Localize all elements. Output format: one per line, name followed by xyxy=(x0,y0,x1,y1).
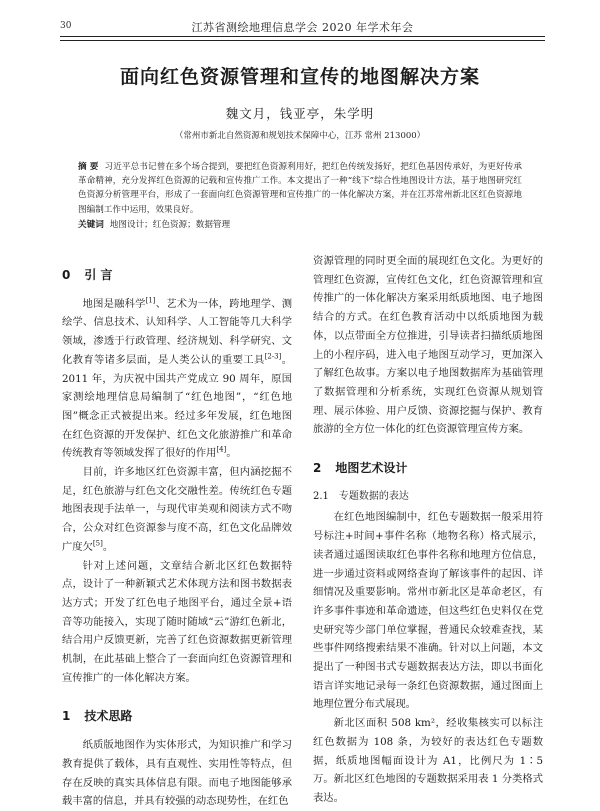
tech-paragraph-1: 纸质版地图作为实体形式，为知识推广和学习教育提供了载体，具有直观性、实用性等特点，但存在反映的真实具体信息有限。而电子地图能够承载丰富的信息，并具有较强的动态现势性，在红色 xyxy=(62,739,292,808)
text-run: 。 xyxy=(226,447,237,460)
right-column xyxy=(313,252,543,808)
section-heading-intro xyxy=(62,266,292,285)
intro-paragraph-2 xyxy=(62,463,292,557)
abstract-text: 习近平总书记曾在多个场合提到，要把红色资源利用好，把红色传统发扬好，把红色基因传承好，为更好传承革命精神，充分发挥红色资源的记载和宣传推广工作。本文提出了一种“线下”综合性地图设计方法，基于地图研究红色资源分析管理平台，形成了一套面向红色资源管理和宣传推广的一体化解决方案，并在江苏常州新北区红色资源地图编制工作中运用，效果良好。 xyxy=(78,162,522,215)
citation: [2-3] xyxy=(264,352,282,361)
affiliation: （常州市新北自然资源和规划技术保障中心，江苏 常州 213000） xyxy=(174,131,426,141)
section-heading-tech xyxy=(62,707,292,726)
tech-paragraph-continued: 资源管理的同时更全面的展现红色文化。为更好的管理红色资源，宣传红色文化，红色资源管理和宣传推广的一体化解决方案采用纸质地图、电子地图结合的方式。在红色教育活动中以纸质地图为载体，以点带面全方位推进，引导读者扫描纸质地图上的小程序码，进入电子地图互动学习，更加深入了解红色故事。方案以电子地图数据库为基础管理了数据管理和分析系统，实现红色资源从规划管理、展示体验、用户反馈、资源挖掘与保护、教育旅游的全方位一体化的红色资源管理宣传方案。 xyxy=(313,255,543,436)
header-rule xyxy=(60,36,545,37)
keywords xyxy=(78,218,522,230)
subsection-number: 2.1 xyxy=(313,490,329,502)
section-number: 0 xyxy=(62,268,71,282)
keywords-label: 关键词 xyxy=(78,220,104,230)
journal-name: 江苏省测绘地理信息学会 2020 年学术年会 xyxy=(191,21,414,34)
design-paragraph-2: 新北区面积 508 km²，经收集核实可以标注红色数据为 108 条，为较好的表达红色专题数据，纸质地图幅面设计为 A1，比例尺为 1∶5 万。新北区红色地图的专题数据采用表 1 分类格式表达。 xyxy=(313,717,543,804)
header-rule-thin xyxy=(60,40,545,41)
paper-title: 面向红色资源管理和宣传的地图解决方案 xyxy=(119,66,480,88)
section-title-text: 地图艺术设计 xyxy=(335,461,408,476)
section-title-text: 引 言 xyxy=(84,268,113,282)
left-column xyxy=(62,252,292,811)
citation: [4] xyxy=(216,445,227,454)
citation: [1] xyxy=(145,296,156,305)
keywords-text: 地图设计；红色资源；数据管理 xyxy=(109,220,231,230)
intro-paragraph-3: 针对上述问题，文章结合新北区红色数据特点，设计了一种新颖式艺术体现方法和图书数据表达方式；开发了红色电子地图平台，通过全景+语音等功能接入，实现了随时随域“云”游红色新北，结合用户反馈更新，完善了红色资源数据更新管理机制，在此基础上整合了一套面向红色资源管理和宣传推广的一体化解决方案。 xyxy=(62,559,292,684)
abstract-label: 摘 要 xyxy=(78,162,99,172)
text-run: 。2011 年，为庆祝中国共产党成立 90 周年，原国家测绘地理信息局编制了“红色地图”，“红色地图”概念正式被提出来。经过多年发展，红色地图在红色资源的开发保护、红色文化旅游推广和革命传统教育等领域发挥了很好的作用 xyxy=(62,353,293,460)
text-run: 目前，许多地区红色资源丰富，但内涵挖掘不足，红色旅游与红色文化交融性差。传统红色专题地图表现手法单一，与现代审美观和阅读方式不吻合，公众对红色资源参与度不高，红色文化品牌效广度欠 xyxy=(62,466,292,553)
section-heading-design xyxy=(313,459,543,478)
text-run: 地图是融科学 xyxy=(82,297,146,310)
subsection-title-text: 专题数据的表达 xyxy=(338,490,409,502)
section-number: 1 xyxy=(62,709,71,724)
citation: [5] xyxy=(92,539,103,548)
subsection-heading xyxy=(313,488,543,507)
text-run: 、艺术为一体，跨地理学、测绘学、信息技术、认知科学、人工智能等几大科学领域，渗透于行政管理、经济规划、科学研究、文化教育等诸多层面，是人类公认的重要工具 xyxy=(62,297,293,366)
section-number: 2 xyxy=(313,461,322,476)
abstract xyxy=(78,160,522,217)
running-header xyxy=(60,18,545,40)
intro-paragraph-1 xyxy=(62,295,292,463)
page-number: 30 xyxy=(60,21,72,31)
text-run: 。 xyxy=(102,540,114,553)
authors: 魏文月，钱亚亭，朱学明 xyxy=(225,106,375,121)
section-title-text: 技术思路 xyxy=(84,709,133,724)
design-paragraph-1: 在红色地图编制中，红色专题数据一般采用符号标注+时间+事件名称（地物名称）格式展示，读者通过遥图读取红色事件名称和地理方位信息，进一步通过资料或网络查询了解该事件的起因、详细情况及重要影响。常州市新北区是革命老区，有许多事件事迹和革命遗迹，但这些红色史料仅在党史研究等少部门单位掌握，普通民众较难查找，某些事件网络搜索结果不准确。针对以上问题，本文提出了一种图书式专题数据表达方法，即以书面化语言详实地记录每一条红色资源数据，通过图面上地理位置分布式展现。 xyxy=(313,511,543,711)
